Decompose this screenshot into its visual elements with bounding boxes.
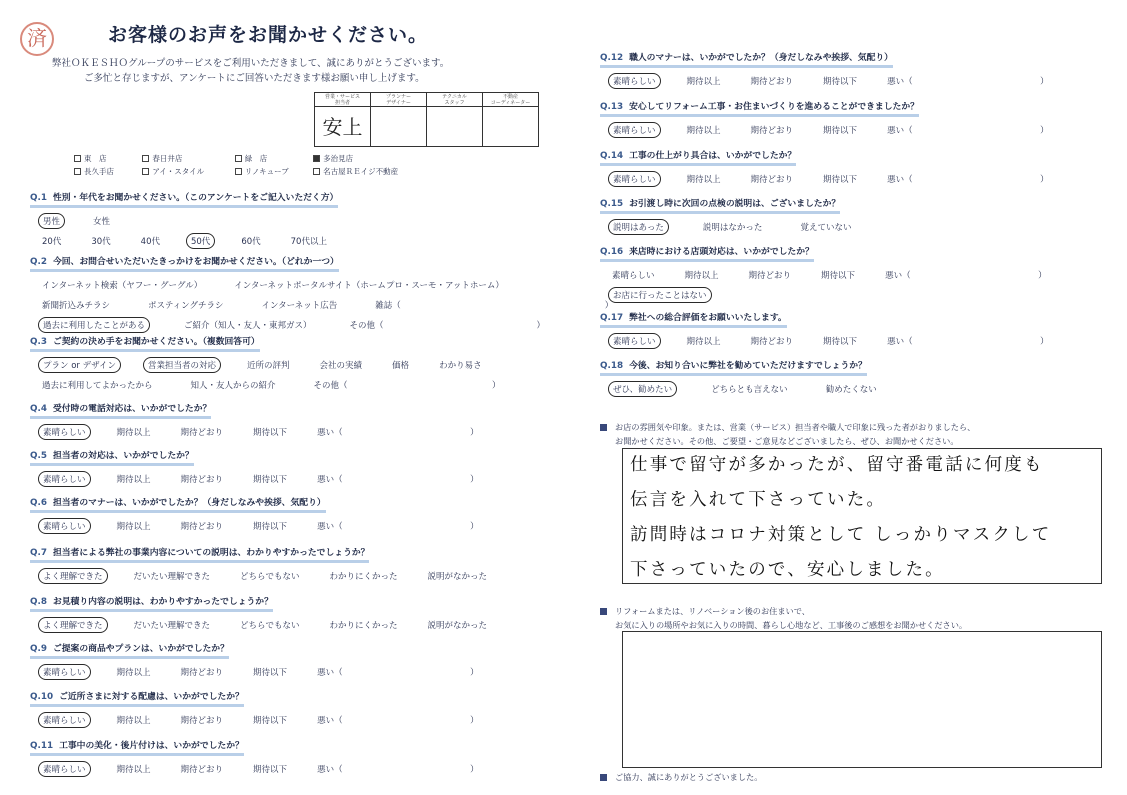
question-q16 bbox=[600, 244, 1073, 302]
checkbox[interactable] bbox=[142, 155, 149, 162]
store-label: 多治見店 bbox=[323, 154, 354, 163]
answer-option-selected[interactable]: 素晴らしい bbox=[38, 518, 91, 534]
answer-option[interactable]: 近所の評判 bbox=[247, 361, 290, 371]
answer-option-selected[interactable]: よく理解できた bbox=[38, 617, 108, 633]
answer-option[interactable]: 期待以下 bbox=[253, 522, 288, 532]
answer-option[interactable]: その他（ ） bbox=[313, 381, 501, 391]
answer-option-selected[interactable]: 素晴らしい bbox=[608, 333, 661, 349]
checkbox[interactable] bbox=[74, 155, 81, 162]
checkbox[interactable] bbox=[235, 155, 242, 162]
prompt-line: リフォームまたは、リノベーション後のお住まいで、 bbox=[615, 606, 810, 616]
answer-option[interactable]: 説明がなかった bbox=[427, 621, 487, 631]
question-q18 bbox=[600, 358, 911, 396]
answer-row bbox=[600, 382, 911, 396]
handwritten-line: 仕事で留守が多かったが、留守番電話に何度も bbox=[630, 455, 1044, 475]
question-number: Q.5 bbox=[30, 451, 47, 461]
checkbox-checked[interactable] bbox=[313, 155, 320, 162]
answer-option[interactable]: どちらでもない bbox=[240, 572, 300, 582]
answer-option[interactable]: 期待以上 bbox=[686, 337, 721, 347]
answer-option-selected[interactable]: 過去に利用したことがある bbox=[38, 317, 150, 333]
answer-option[interactable]: ポスティングチラシ bbox=[148, 301, 224, 311]
staff-header-planner: プランナー デザイナー bbox=[371, 93, 427, 107]
answer-option[interactable]: 30代 bbox=[91, 237, 111, 247]
intro-line: ご多忙と存じますが、アンケートにご回答いただきます様お願い申し上げます。 bbox=[84, 73, 425, 84]
answer-row bbox=[30, 472, 505, 486]
question-heading bbox=[30, 401, 211, 419]
answer-row bbox=[30, 234, 353, 248]
question-number: Q.12 bbox=[600, 53, 624, 63]
answer-option[interactable]: 悪い（ ） bbox=[317, 475, 479, 485]
question-text: お見積り内容の説明は、わかりやすかったでしょうか？ bbox=[52, 597, 273, 607]
answer-option[interactable]: 20代 bbox=[42, 237, 62, 247]
question-number: Q.2 bbox=[30, 257, 47, 267]
answer-option-selected[interactable]: 素晴らしい bbox=[38, 664, 91, 680]
answer-row bbox=[30, 425, 505, 439]
received-stamp: 済 bbox=[20, 22, 54, 56]
question-number: Q.11 bbox=[30, 741, 54, 751]
question-text: 今後、お知り合いに弊社を勧めていただけますでしょうか？ bbox=[629, 361, 867, 371]
answer-row bbox=[600, 220, 885, 234]
answer-option[interactable]: 期待以上 bbox=[116, 475, 151, 485]
answer-option[interactable]: どちらでもない bbox=[240, 621, 300, 631]
question-text: 今回、お問合せいただいたきっかけをお聞かせください。（どれか一つ） bbox=[52, 257, 339, 267]
answer-row bbox=[600, 123, 1075, 137]
answer-option[interactable]: わかりにくかった bbox=[329, 572, 398, 582]
answer-option-selected[interactable]: 素晴らしい bbox=[608, 122, 661, 138]
question-q12 bbox=[600, 50, 1075, 88]
store-label: 緑 店 bbox=[244, 154, 268, 163]
answer-option[interactable]: ご紹介（知人・友人・東邦ガス） bbox=[184, 321, 312, 331]
answer-option[interactable]: 価格 bbox=[392, 361, 410, 371]
answer-option[interactable]: 期待以上 bbox=[684, 271, 719, 281]
question-text: 弊社への総合評価をお願いいたします。 bbox=[629, 313, 787, 323]
answer-option[interactable]: 期待以下 bbox=[823, 175, 858, 185]
answer-option[interactable]: 期待以下 bbox=[821, 271, 856, 281]
question-text: 担当者のマナーは、いかがでしたか？（身だしなみや挨拶、気配り） bbox=[52, 498, 326, 508]
answer-option-selected[interactable]: 説明はあった bbox=[608, 219, 669, 235]
answer-option-selected[interactable]: 50代 bbox=[186, 233, 215, 249]
answer-option[interactable]: 悪い（ ） bbox=[887, 77, 1049, 87]
intro-line: 弊社ＯＫＥＳＨＯグループのサービスをご利用いただきまして、誠にありがとうございます。 bbox=[52, 58, 450, 69]
answer-row bbox=[30, 378, 535, 392]
staff-value-planner[interactable] bbox=[371, 107, 427, 147]
answer-option[interactable]: 期待以下 bbox=[823, 77, 858, 87]
answer-option[interactable]: 期待以上 bbox=[686, 126, 721, 136]
answer-option[interactable]: 悪い（ ） bbox=[317, 522, 479, 532]
answer-option-selected[interactable]: 営業担当者の対応 bbox=[143, 357, 221, 373]
question-q2 bbox=[30, 254, 647, 332]
question-q4 bbox=[30, 401, 505, 439]
question-q5 bbox=[30, 448, 505, 486]
answer-option[interactable]: 説明はなかった bbox=[702, 223, 763, 233]
question-number: Q.1 bbox=[30, 193, 47, 203]
question-q8 bbox=[30, 594, 513, 632]
answer-option-selected[interactable]: 素晴らしい bbox=[38, 424, 91, 440]
answer-option[interactable]: 期待以下 bbox=[823, 126, 858, 136]
answer-option[interactable]: 知人・友人からの紹介 bbox=[190, 381, 276, 391]
answer-option[interactable]: 期待以下 bbox=[253, 765, 288, 775]
answer-option[interactable]: 期待以下 bbox=[253, 716, 288, 726]
answer-option[interactable]: 女性 bbox=[93, 217, 111, 227]
question-number: Q.4 bbox=[30, 404, 47, 414]
answer-option[interactable]: 悪い（ ） bbox=[887, 126, 1049, 136]
answer-option[interactable]: 悪い（ ） bbox=[887, 337, 1049, 347]
answer-option-selected[interactable]: よく理解できた bbox=[38, 568, 108, 584]
answer-option[interactable]: インターネットポータルサイト（ホームプロ・スーモ・アットホーム） bbox=[234, 281, 504, 291]
answer-option[interactable]: インターネット広告 bbox=[261, 301, 338, 311]
bullet-square-icon bbox=[600, 608, 607, 615]
answer-row bbox=[30, 358, 535, 372]
store-label: アイ・スタイル bbox=[152, 167, 205, 176]
prompt-line: お店の雰囲気や印象。または、営業（サービス）担当者や職人で印象に残った者がおりましたら、 bbox=[615, 422, 976, 432]
answer-option[interactable]: 期待以下 bbox=[253, 668, 288, 678]
answer-option[interactable]: 期待どおり bbox=[750, 337, 794, 347]
answer-row bbox=[600, 268, 1073, 282]
answer-row bbox=[600, 288, 1073, 302]
answer-option[interactable]: 悪い（ ） bbox=[317, 668, 479, 678]
answer-option[interactable]: 過去に利用してよかったから bbox=[42, 381, 153, 391]
comment1-handwriting bbox=[630, 448, 1051, 588]
question-text: 受付時の電話対応は、いかがでしたか？ bbox=[52, 404, 212, 414]
question-q9 bbox=[30, 641, 505, 679]
answer-option[interactable]: どちらとも言えない bbox=[711, 385, 788, 395]
question-text: 来店時における店頭対応は、いかがでしたか？ bbox=[629, 247, 814, 257]
question-text: 担当者の対応は、いかがでしたか？ bbox=[52, 451, 194, 461]
checkbox[interactable] bbox=[74, 168, 81, 175]
footer-text: ご協力、誠にありがとうございました。 bbox=[615, 772, 763, 782]
answer-option[interactable]: 会社の実績 bbox=[319, 361, 363, 371]
answer-row bbox=[30, 762, 505, 776]
question-heading bbox=[600, 244, 814, 262]
question-q6 bbox=[30, 495, 505, 533]
answer-option-selected[interactable]: お店に行ったことはない bbox=[608, 287, 712, 303]
answer-option-selected[interactable]: プラン or デザイン bbox=[38, 357, 121, 373]
checkbox[interactable] bbox=[313, 168, 320, 175]
question-q3 bbox=[30, 334, 535, 392]
answer-option[interactable]: 悪い（ ） bbox=[887, 175, 1049, 185]
prompt-line: お気に入りの場所やお気に入りの時間、暮らし心地など、工事後のご感想をお聞かせください。 bbox=[615, 620, 968, 630]
answer-option-selected[interactable]: 素晴らしい bbox=[38, 712, 91, 728]
answer-row bbox=[30, 298, 647, 312]
answer-option[interactable]: 素晴らしい bbox=[612, 271, 655, 281]
checkbox[interactable] bbox=[142, 168, 149, 175]
staff-table bbox=[314, 92, 539, 147]
question-heading bbox=[600, 148, 796, 166]
answer-row bbox=[30, 569, 513, 583]
store-label: 名古屋ＲＥイジ不動産 bbox=[323, 167, 399, 176]
answer-option[interactable]: 期待以上 bbox=[116, 668, 151, 678]
question-text: 担当者による弊社の事業内容についての説明は、わかりやすかったでしょうか？ bbox=[52, 548, 370, 558]
answer-option-selected[interactable]: 素晴らしい bbox=[608, 171, 661, 187]
question-q17 bbox=[600, 310, 1075, 348]
question-number: Q.14 bbox=[600, 151, 624, 161]
question-heading bbox=[30, 689, 244, 707]
answer-row bbox=[30, 214, 353, 228]
answer-option-selected[interactable]: 男性 bbox=[38, 213, 65, 229]
question-number: Q.6 bbox=[30, 498, 47, 508]
answer-option[interactable]: 期待以上 bbox=[116, 716, 151, 726]
comment2-box[interactable] bbox=[622, 631, 1102, 768]
question-heading bbox=[30, 254, 339, 272]
answer-row bbox=[30, 713, 505, 727]
answer-row bbox=[30, 519, 505, 533]
answer-option[interactable]: 悪い（ ） bbox=[317, 765, 479, 775]
staff-value-technical[interactable] bbox=[427, 107, 483, 147]
comment2-prompt bbox=[600, 604, 967, 632]
question-number: Q.16 bbox=[600, 247, 624, 257]
question-heading bbox=[30, 545, 369, 563]
answer-option[interactable]: 期待どおり bbox=[180, 668, 224, 678]
answer-option[interactable]: 期待以下 bbox=[823, 337, 858, 347]
question-q14 bbox=[600, 148, 1075, 186]
answer-option[interactable]: 覚えていない bbox=[800, 223, 852, 233]
answer-option[interactable]: わかりにくかった bbox=[329, 621, 398, 631]
question-text: 工事の仕上がり具合は、いかがでしたか？ bbox=[629, 151, 797, 161]
page-title: お客様のお声をお聞かせください。 bbox=[108, 24, 429, 46]
answer-row bbox=[30, 618, 513, 632]
answer-option[interactable]: 期待どおり bbox=[180, 522, 224, 532]
store-label: 長久手店 bbox=[84, 167, 114, 176]
handwritten-line: 下さっていたので、安心しました。 bbox=[630, 560, 945, 580]
prompt-line: お聞かせください。その他、ご要望・ご意見などございましたら、ぜひ、お聞かせください。 bbox=[615, 436, 959, 446]
question-heading bbox=[30, 641, 229, 659]
answer-option[interactable]: 期待どおり bbox=[180, 475, 224, 485]
handwritten-line: 伝言を入れて下さっていた。 bbox=[630, 490, 887, 510]
checkbox[interactable] bbox=[235, 168, 242, 175]
answer-option[interactable]: 期待どおり bbox=[750, 126, 794, 136]
question-number: Q.10 bbox=[30, 692, 54, 702]
question-q7 bbox=[30, 545, 513, 583]
store-checklist bbox=[74, 152, 398, 178]
question-number: Q.18 bbox=[600, 361, 624, 371]
question-q10 bbox=[30, 689, 505, 727]
question-heading bbox=[600, 310, 787, 328]
question-q11 bbox=[30, 738, 505, 776]
question-q1 bbox=[30, 190, 353, 248]
question-heading bbox=[600, 50, 893, 68]
answer-option-selected[interactable]: ぜひ、勧めたい bbox=[608, 381, 677, 397]
answer-option[interactable]: 雑誌（ ） bbox=[375, 301, 614, 311]
store-label: 東 店 bbox=[84, 154, 107, 163]
question-heading bbox=[30, 495, 326, 513]
question-number: Q.9 bbox=[30, 644, 47, 654]
question-text: 工事中の美化・後片付けは、いかがでしたか？ bbox=[59, 741, 244, 751]
store-label: リノキューブ bbox=[244, 167, 289, 176]
question-number: Q.8 bbox=[30, 597, 47, 607]
answer-option[interactable]: 期待以下 bbox=[253, 428, 288, 438]
question-heading bbox=[30, 190, 338, 208]
answer-row bbox=[30, 278, 647, 292]
question-text: 安心してリフォーム工事・お住まいづくりを進めることができましたか？ bbox=[629, 102, 919, 112]
question-number: Q.13 bbox=[600, 102, 624, 112]
question-text: 職人のマナーは、いかがでしたか？（身だしなみや挨拶、気配り） bbox=[629, 53, 893, 63]
question-number: Q.15 bbox=[600, 199, 624, 209]
question-heading bbox=[600, 196, 840, 214]
question-text: ご契約の決め手をお聞かせください。（複数回答可） bbox=[52, 337, 260, 347]
question-text: 性別・年代をお聞かせください。（このアンケートをご記入いただく方） bbox=[52, 193, 339, 203]
staff-header-sales: 営業・サービス 担当者 bbox=[315, 93, 371, 107]
answer-option[interactable]: 期待以上 bbox=[116, 522, 151, 532]
staff-header-technical: テクニカル スタッフ bbox=[427, 93, 483, 107]
question-heading bbox=[30, 334, 260, 352]
question-heading bbox=[30, 738, 244, 756]
answer-option[interactable]: 悪い（ ） bbox=[885, 271, 1047, 281]
answer-option[interactable]: 説明がなかった bbox=[427, 572, 487, 582]
intro-text bbox=[52, 56, 449, 86]
answer-option[interactable]: 期待以上 bbox=[116, 428, 151, 438]
answer-option[interactable]: 勧めたくない bbox=[825, 385, 877, 395]
answer-option[interactable]: 期待どおり bbox=[748, 271, 792, 281]
question-text: お引渡し時に次回の点検の説明は、ございましたか？ bbox=[629, 199, 841, 209]
answer-option[interactable]: 期待どおり bbox=[750, 77, 794, 87]
footer bbox=[600, 770, 762, 784]
answer-option[interactable]: だいたい理解できた bbox=[133, 621, 211, 631]
answer-option[interactable]: 40代 bbox=[140, 237, 160, 247]
handwritten-line: 訪問時はコロナ対策として しっかりマスクして bbox=[630, 525, 1052, 545]
answer-option[interactable]: 70代以上 bbox=[290, 237, 327, 247]
staff-header-realestate: 不動産 コーディネーター bbox=[483, 93, 539, 107]
staff-value-realestate[interactable] bbox=[483, 107, 539, 147]
answer-row bbox=[600, 172, 1075, 186]
store-label: 春日井店 bbox=[152, 154, 183, 163]
answer-option[interactable]: 60代 bbox=[241, 237, 261, 247]
answer-row bbox=[30, 665, 505, 679]
answer-option[interactable]: 期待どおり bbox=[750, 175, 794, 185]
comment1-prompt bbox=[600, 420, 975, 448]
question-number: Q.17 bbox=[600, 313, 624, 323]
answer-option[interactable]: 悪い（ ） bbox=[317, 428, 479, 438]
answer-option[interactable]: 期待以上 bbox=[686, 77, 721, 87]
staff-value-sales[interactable]: 安上 bbox=[315, 107, 371, 147]
answer-option-selected[interactable]: 素晴らしい bbox=[38, 471, 91, 487]
bullet-square-icon bbox=[600, 424, 607, 431]
question-heading bbox=[600, 358, 867, 376]
answer-row bbox=[30, 318, 647, 332]
question-q15 bbox=[600, 196, 885, 234]
answer-option[interactable]: 期待以上 bbox=[686, 175, 721, 185]
question-q13 bbox=[600, 99, 1075, 137]
question-text: ご近所さまに対する配慮は、いかがでしたか？ bbox=[59, 692, 244, 702]
question-heading bbox=[600, 99, 919, 117]
answer-option[interactable]: だいたい理解できた bbox=[133, 572, 211, 582]
bullet-square-icon bbox=[600, 774, 607, 781]
answer-option[interactable]: 悪い（ ） bbox=[317, 716, 479, 726]
answer-option[interactable]: 期待以上 bbox=[116, 765, 151, 775]
answer-option[interactable]: インターネット検索（ヤフー・グーグル） bbox=[42, 281, 203, 291]
answer-option[interactable]: 期待どおり bbox=[180, 716, 224, 726]
question-number: Q.7 bbox=[30, 548, 47, 558]
question-heading bbox=[30, 448, 194, 466]
answer-option[interactable]: わかり易さ bbox=[439, 361, 482, 371]
answer-option-selected[interactable]: 素晴らしい bbox=[38, 761, 91, 777]
answer-row bbox=[600, 74, 1075, 88]
answer-option[interactable]: 期待どおり bbox=[180, 765, 224, 775]
question-heading bbox=[30, 594, 273, 612]
answer-option[interactable]: 期待どおり bbox=[180, 428, 224, 438]
answer-option[interactable]: 期待以下 bbox=[253, 475, 288, 485]
answer-row bbox=[600, 334, 1075, 348]
answer-option-selected[interactable]: 素晴らしい bbox=[608, 73, 661, 89]
question-number: Q.3 bbox=[30, 337, 47, 347]
question-text: ご提案の商品やプランは、いかがでしたか？ bbox=[52, 644, 229, 654]
answer-option[interactable]: その他（ ） bbox=[349, 321, 546, 331]
answer-option[interactable]: 新聞折込みチラシ bbox=[42, 301, 111, 311]
